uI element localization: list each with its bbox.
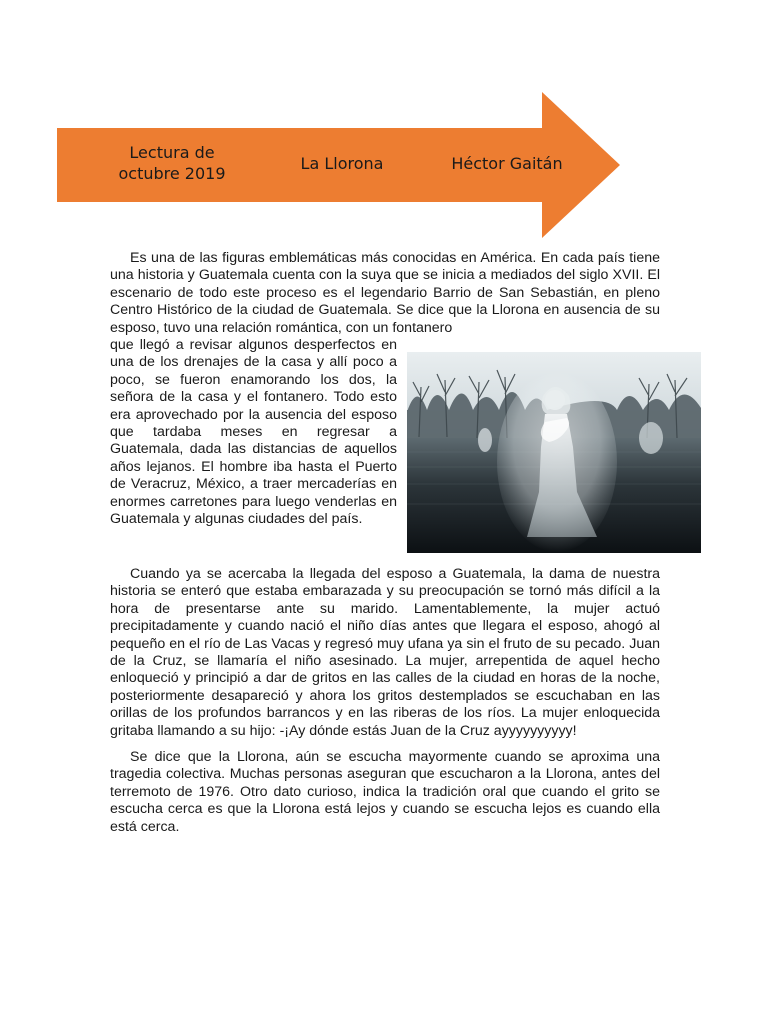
reading-label: Lectura de octubre 2019: [118, 143, 226, 183]
paragraph-2: Cuando ya se acercaba la llegada del esposo a Guatemala, la dama de nuestra historia se enteró que estaba embarazada y su preocupación se tornó más difícil a la hora de presentarse ante su marido. Lamentablemente, la mujer actuó precipitadamente y cuando nació el niño días antes que llegara el esposo, ahogó al pequeño en el río de Las Vacas y regresó muy ufana ya sin el fruto de su pecado. Juan de la Cruz, se llamaría el niño asesinado. La mujer, arrepentida de aquel hecho enloqueció y principió a dar de gritos en las calles de la ciudad en horas de la noche, posteriormente desapareció y ahora los gritos destemplados se escuchaban en las orillas de los profundos barrancos y en las riberas de los ríos. La mujer enloquecida gritaba llamando a su hijo: -¡Ay dónde estás Juan de la Cruz ayyyyyyyyyy!: [110, 566, 660, 739]
intro-paragraph-block: [110, 250, 660, 337]
paragraph-3: Se dice que la Llorona, aún se escucha mayormente cuando se aproxima una tragedia colectiva. Muchas personas aseguran que escucharon a la Llorona, antes del terremoto de 1976. Otro dato curioso, indica la tradición oral que cuando el grito se escucha cerca es que la Llorona está lejos y cuando se escucha lejos es cuando ella está cerca.: [110, 749, 660, 835]
side-paragraph-block: [110, 337, 397, 528]
header-arrow-banner: [57, 92, 620, 238]
author-name: Héctor Gaitán: [451, 154, 563, 173]
paragraph-1-intro: Es una de las figuras emblemáticas más conocidas en América. En cada país tiene una historia y Guatemala cuenta con la suya que se inicia a mediados del siglo XVII. El escenario de todo este proceso es el legendario Barrio de San Sebastián, en pleno Centro Histórico de la ciudad de Guatemala. Se dice que la Llorona en ausencia de su esposo, tuvo una relación romántica, con un fontanero: [110, 250, 660, 336]
lower-paragraphs-block: [110, 566, 660, 836]
ghost-woman-lake-photo: [407, 352, 701, 553]
document-title: La Llorona: [300, 154, 384, 173]
paragraph-1-continued: que llegó a revisar algunos desperfectos en una de los drenajes de la casa y allí poco a poco, se fueron enamorando los dos, la señora de la casa y el fontanero. Todo esto era aprovechado por la ausencia del esposo que tardaba meses en regresar a Guatemala, dada las distancias de aquellos años lejanos. El hombre iba hasta el Puerto de Veracruz, México, a traer mercaderías en enormes carretones para luego venderlas en Guatemala y algunas ciudades del país.: [110, 337, 397, 528]
